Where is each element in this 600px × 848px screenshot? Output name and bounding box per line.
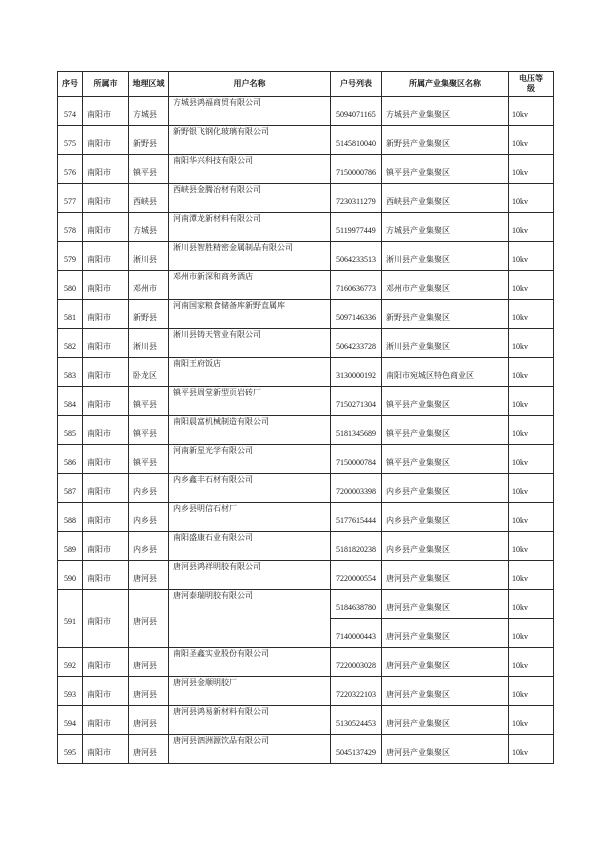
user-name-cell: 方城县鸿福商贸有限公司 <box>169 97 331 126</box>
user-name-cell: 淅川县铸天管业有限公司 <box>169 329 331 358</box>
table-row <box>58 155 554 184</box>
voltage-cell: 10kv <box>509 648 554 677</box>
region-cell: 唐河县 <box>129 677 169 706</box>
region-cell: 西峡县 <box>129 184 169 213</box>
table-row <box>58 532 554 561</box>
user-name-cell: 南阳圣鑫实业股份有限公司 <box>169 648 331 677</box>
col-header-voltage <box>509 72 554 97</box>
cluster-cell: 镇平县产业集聚区 <box>382 155 509 184</box>
region-cell: 内乡县 <box>129 532 169 561</box>
cluster-cell: 新野县产业集聚区 <box>382 300 509 329</box>
seq-cell: 576 <box>58 155 83 184</box>
region-cell: 内乡县 <box>129 503 169 532</box>
table-row <box>58 706 554 735</box>
account-cell: 5177615444 <box>331 503 382 532</box>
city-cell: 南阳市 <box>83 242 129 271</box>
city-cell: 南阳市 <box>83 416 129 445</box>
col-header-region-label: 地理区域 <box>132 79 165 89</box>
cluster-cell: 西峡县产业集聚区 <box>382 184 509 213</box>
region-cell: 唐河县 <box>129 648 169 677</box>
seq-cell: 575 <box>58 126 83 155</box>
table-row <box>58 561 554 590</box>
account-cell: 5064233728 <box>331 329 382 358</box>
cluster-cell: 淅川县产业集聚区 <box>382 242 509 271</box>
cluster-cell: 镇平县产业集聚区 <box>382 387 509 416</box>
col-header-account-label: 户号列表 <box>340 79 372 89</box>
cluster-cell: 内乡县产业集聚区 <box>382 474 509 503</box>
voltage-cell: 10kv <box>509 184 554 213</box>
user-name-cell: 河南潭龙新材料有限公司 <box>169 213 331 242</box>
user-name-cell: 内乡县明信石材厂 <box>169 503 331 532</box>
city-cell: 南阳市 <box>83 97 129 126</box>
table-header-row <box>58 72 554 97</box>
seq-cell: 595 <box>58 735 83 764</box>
table-row <box>58 300 554 329</box>
account-cell: 7150271304 <box>331 387 382 416</box>
city-cell: 南阳市 <box>83 706 129 735</box>
region-cell: 镇平县 <box>129 155 169 184</box>
user-name-cell: 唐河泰瑞明胶有限公司 <box>169 590 331 648</box>
table-row <box>58 213 554 242</box>
account-cell: 5184638780 <box>331 590 382 619</box>
city-cell: 南阳市 <box>83 271 129 300</box>
city-cell: 南阳市 <box>83 590 129 648</box>
user-name-cell: 唐河县泗洲源饮品有限公司 <box>169 735 331 764</box>
account-cell: 5130524453 <box>331 706 382 735</box>
voltage-cell: 10kv <box>509 445 554 474</box>
voltage-cell: 10kv <box>509 590 554 619</box>
region-cell: 邓州市 <box>129 271 169 300</box>
cluster-cell: 内乡县产业集聚区 <box>382 503 509 532</box>
table-row <box>58 735 554 764</box>
account-cell: 7150000784 <box>331 445 382 474</box>
region-cell: 唐河县 <box>129 735 169 764</box>
region-cell: 镇平县 <box>129 416 169 445</box>
cluster-cell: 南阳市宛城区特色商业区 <box>382 358 509 387</box>
city-cell: 南阳市 <box>83 735 129 764</box>
seq-cell: 580 <box>58 271 83 300</box>
seq-cell: 583 <box>58 358 83 387</box>
seq-cell: 585 <box>58 416 83 445</box>
account-cell: 5094071165 <box>331 97 382 126</box>
cluster-cell: 新野县产业集聚区 <box>382 126 509 155</box>
table-row <box>58 358 554 387</box>
seq-cell: 578 <box>58 213 83 242</box>
user-name-cell: 西峡县金腾冶材有限公司 <box>169 184 331 213</box>
seq-cell: 588 <box>58 503 83 532</box>
seq-cell: 590 <box>58 561 83 590</box>
cluster-cell: 镇平县产业集聚区 <box>382 416 509 445</box>
city-cell: 南阳市 <box>83 213 129 242</box>
user-name-cell: 河南国家粮食储备库新野直属库 <box>169 300 331 329</box>
city-cell: 南阳市 <box>83 300 129 329</box>
voltage-cell: 10kv <box>509 271 554 300</box>
voltage-cell: 10kv <box>509 619 554 648</box>
col-header-seq-label: 序号 <box>62 79 78 89</box>
cluster-cell: 方城县产业集聚区 <box>382 213 509 242</box>
region-cell: 新野县 <box>129 126 169 155</box>
account-cell: 7160636773 <box>331 271 382 300</box>
col-header-user <box>169 72 331 97</box>
city-cell: 南阳市 <box>83 561 129 590</box>
region-cell: 淅川县 <box>129 242 169 271</box>
region-cell: 镇平县 <box>129 445 169 474</box>
city-cell: 南阳市 <box>83 532 129 561</box>
voltage-cell: 10kv <box>509 387 554 416</box>
account-cell: 7140000443 <box>331 619 382 648</box>
voltage-cell: 10kv <box>509 300 554 329</box>
account-cell: 5181820238 <box>331 532 382 561</box>
region-cell: 方城县 <box>129 97 169 126</box>
col-header-city <box>83 72 129 97</box>
account-cell: 5119977449 <box>331 213 382 242</box>
account-cell: 7220000554 <box>331 561 382 590</box>
account-cell: 5064233513 <box>331 242 382 271</box>
seq-cell: 584 <box>58 387 83 416</box>
voltage-cell: 10kv <box>509 474 554 503</box>
city-cell: 南阳市 <box>83 503 129 532</box>
account-cell: 5145810040 <box>331 126 382 155</box>
region-cell: 卧龙区 <box>129 358 169 387</box>
city-cell: 南阳市 <box>83 677 129 706</box>
table-row <box>58 648 554 677</box>
city-cell: 南阳市 <box>83 155 129 184</box>
user-name-cell: 淅川县智胜精密金属制品有限公司 <box>169 242 331 271</box>
voltage-cell: 10kv <box>509 735 554 764</box>
user-name-cell: 唐河县鸿祥明胶有限公司 <box>169 561 331 590</box>
voltage-cell: 10kv <box>509 329 554 358</box>
seq-cell: 579 <box>58 242 83 271</box>
table-row <box>58 445 554 474</box>
user-name-cell: 南阳王府饭店 <box>169 358 331 387</box>
account-cell: 7150000786 <box>331 155 382 184</box>
voltage-cell: 10kv <box>509 213 554 242</box>
cluster-cell: 内乡县产业集聚区 <box>382 532 509 561</box>
voltage-cell: 10kv <box>509 416 554 445</box>
user-name-cell: 河南新星光学有限公司 <box>169 445 331 474</box>
account-cell: 5045137429 <box>331 735 382 764</box>
city-cell: 南阳市 <box>83 387 129 416</box>
region-cell: 方城县 <box>129 213 169 242</box>
user-name-cell: 新野银飞钢化玻璃有限公司 <box>169 126 331 155</box>
cluster-cell: 邓州市产业集聚区 <box>382 271 509 300</box>
cluster-cell: 镇平县产业集聚区 <box>382 445 509 474</box>
table-row <box>58 677 554 706</box>
user-name-cell: 唐河县金顺明胶厂 <box>169 677 331 706</box>
voltage-cell: 10kv <box>509 706 554 735</box>
seq-cell: 589 <box>58 532 83 561</box>
user-name-cell: 镇平县周堂新型页岩砖厂 <box>169 387 331 416</box>
voltage-cell: 10kv <box>509 358 554 387</box>
region-cell: 唐河县 <box>129 590 169 648</box>
city-cell: 南阳市 <box>83 648 129 677</box>
cluster-cell: 唐河县产业集聚区 <box>382 706 509 735</box>
col-header-cluster-label: 所属产业集聚区名称 <box>409 79 481 89</box>
cluster-cell: 唐河县产业集聚区 <box>382 735 509 764</box>
cluster-cell: 唐河县产业集聚区 <box>382 648 509 677</box>
seq-cell: 582 <box>58 329 83 358</box>
table-row <box>58 242 554 271</box>
region-cell: 镇平县 <box>129 387 169 416</box>
table-row <box>58 474 554 503</box>
account-cell: 7230311279 <box>331 184 382 213</box>
col-header-account <box>331 72 382 97</box>
col-header-seq <box>58 72 83 97</box>
col-header-voltage-label: 电压等级 <box>519 74 543 93</box>
account-cell: 7220322103 <box>331 677 382 706</box>
cluster-cell: 唐河县产业集聚区 <box>382 590 509 619</box>
col-header-cluster <box>382 72 509 97</box>
table-row <box>58 503 554 532</box>
user-name-cell: 南阳华兴科技有限公司 <box>169 155 331 184</box>
table-row <box>58 97 554 126</box>
seq-cell: 581 <box>58 300 83 329</box>
industrial-cluster-user-table <box>57 71 554 764</box>
user-name-cell: 内乡鑫丰石材有限公司 <box>169 474 331 503</box>
cluster-cell: 唐河县产业集聚区 <box>382 619 509 648</box>
user-name-cell: 唐河县鸿易新材料有限公司 <box>169 706 331 735</box>
city-cell: 南阳市 <box>83 358 129 387</box>
table-row <box>58 329 554 358</box>
seq-cell: 586 <box>58 445 83 474</box>
account-cell: 7220003028 <box>331 648 382 677</box>
voltage-cell: 10kv <box>509 503 554 532</box>
seq-cell: 587 <box>58 474 83 503</box>
region-cell: 淅川县 <box>129 329 169 358</box>
city-cell: 南阳市 <box>83 445 129 474</box>
seq-cell: 574 <box>58 97 83 126</box>
cluster-cell: 唐河县产业集聚区 <box>382 561 509 590</box>
seq-cell: 592 <box>58 648 83 677</box>
voltage-cell: 10kv <box>509 155 554 184</box>
voltage-cell: 10kv <box>509 677 554 706</box>
table-row <box>58 387 554 416</box>
user-name-cell: 邓州市新深和商务酒店 <box>169 271 331 300</box>
region-cell: 新野县 <box>129 300 169 329</box>
voltage-cell: 10kv <box>509 242 554 271</box>
account-cell: 5097146336 <box>331 300 382 329</box>
cluster-cell: 唐河县产业集聚区 <box>382 677 509 706</box>
cluster-cell: 方城县产业集聚区 <box>382 97 509 126</box>
table-row <box>58 126 554 155</box>
region-cell: 内乡县 <box>129 474 169 503</box>
seq-cell: 593 <box>58 677 83 706</box>
region-cell: 唐河县 <box>129 561 169 590</box>
seq-cell: 591 <box>58 590 83 648</box>
seq-cell: 594 <box>58 706 83 735</box>
account-cell: 7200003398 <box>331 474 382 503</box>
table-row <box>58 184 554 213</box>
city-cell: 南阳市 <box>83 329 129 358</box>
city-cell: 南阳市 <box>83 126 129 155</box>
voltage-cell: 10kv <box>509 532 554 561</box>
col-header-region <box>129 72 169 97</box>
voltage-cell: 10kv <box>509 97 554 126</box>
cluster-cell: 淅川县产业集聚区 <box>382 329 509 358</box>
account-cell: 5181345689 <box>331 416 382 445</box>
table-row <box>58 271 554 300</box>
col-header-user-label: 用户名称 <box>233 79 266 89</box>
user-name-cell: 南阳晨富机械制造有限公司 <box>169 416 331 445</box>
region-cell: 唐河县 <box>129 706 169 735</box>
table-row <box>58 416 554 445</box>
col-header-city-label: 所属市 <box>93 79 118 89</box>
table-row <box>58 590 554 619</box>
table-body <box>58 97 554 764</box>
user-name-cell: 南阳盛康石业有限公司 <box>169 532 331 561</box>
voltage-cell: 10kv <box>509 561 554 590</box>
seq-cell: 577 <box>58 184 83 213</box>
city-cell: 南阳市 <box>83 474 129 503</box>
city-cell: 南阳市 <box>83 184 129 213</box>
account-cell: 3130000192 <box>331 358 382 387</box>
voltage-cell: 10kv <box>509 126 554 155</box>
